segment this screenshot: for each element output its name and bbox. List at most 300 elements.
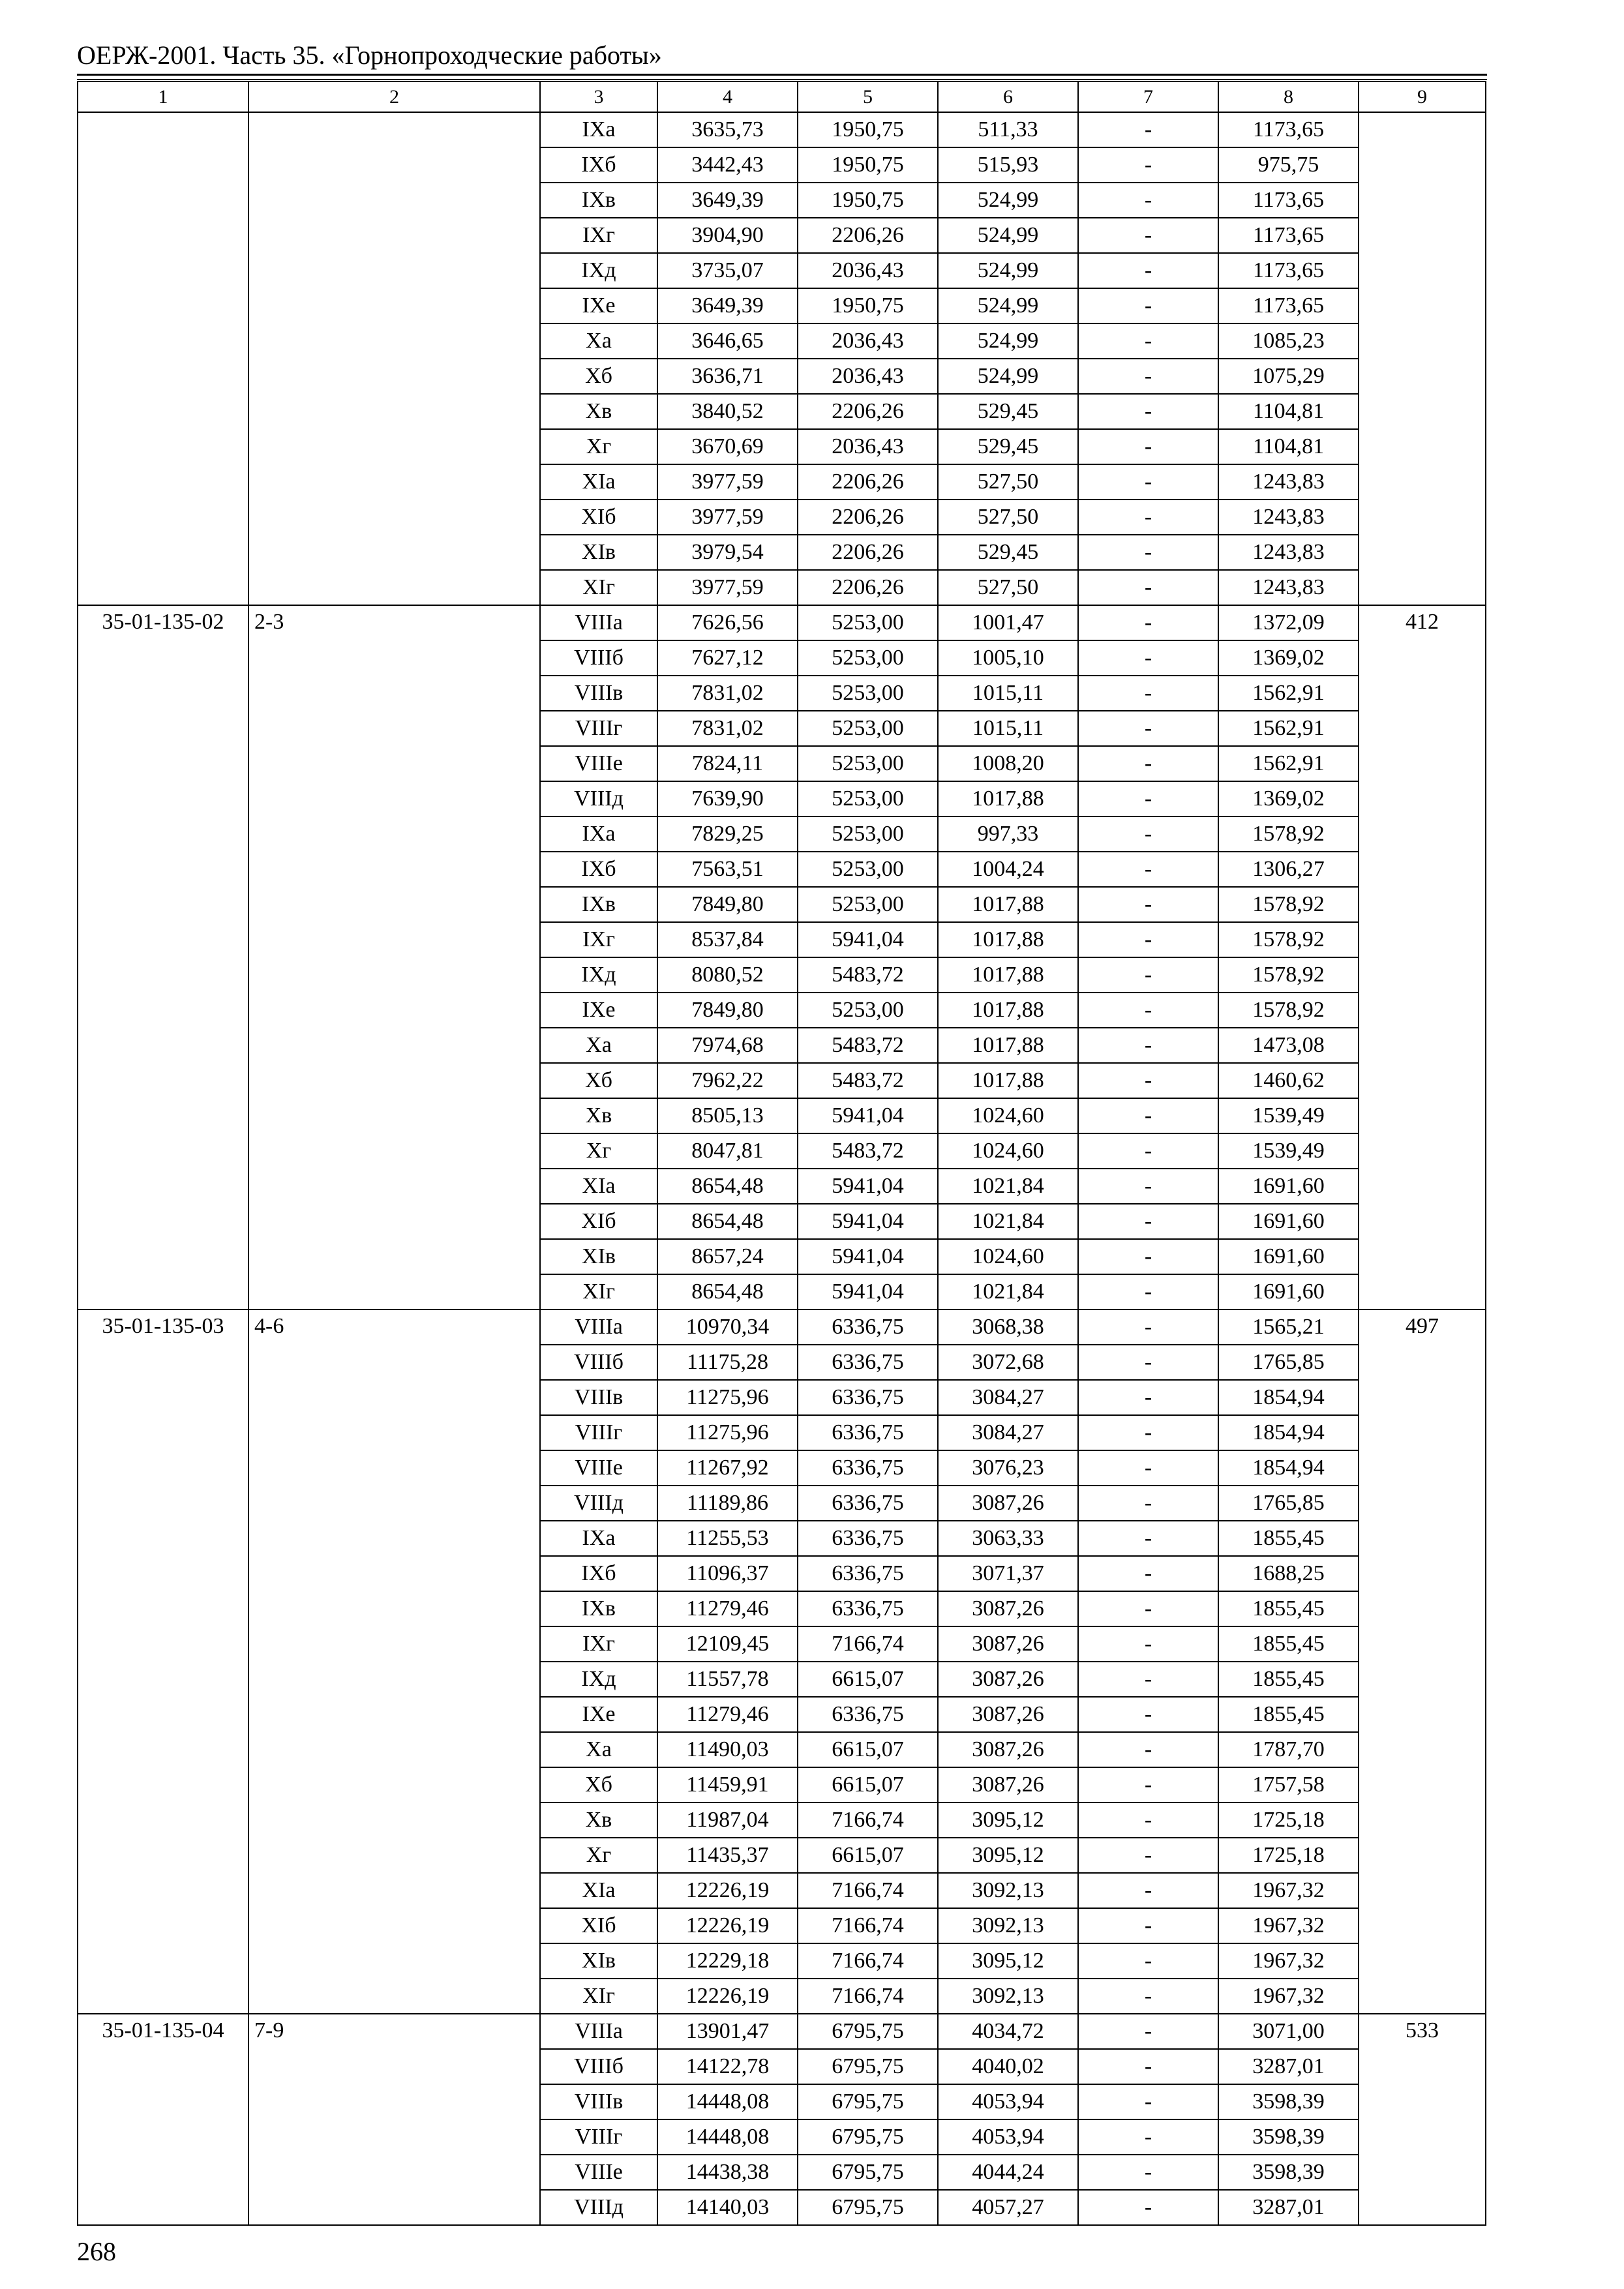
driver-wages-cell: - <box>1078 1169 1218 1204</box>
total-cost-cell: 3635,73 <box>657 112 798 147</box>
materials-cell: 1173,65 <box>1218 253 1359 288</box>
materials-cell: 1173,65 <box>1218 218 1359 253</box>
driver-wages-cell: - <box>1078 359 1218 394</box>
wages-cell: 5253,00 <box>798 640 938 676</box>
materials-cell: 1369,02 <box>1218 640 1359 676</box>
category-cell: VIIIе <box>540 746 657 781</box>
driver-wages-cell: - <box>1078 288 1218 323</box>
materials-cell: 1243,83 <box>1218 500 1359 535</box>
machine-cost-cell: 3072,68 <box>938 1345 1078 1380</box>
machine-cost-cell: 3087,26 <box>938 1591 1078 1626</box>
driver-wages-cell: - <box>1078 323 1218 359</box>
category-cell: Xа <box>540 1732 657 1767</box>
wages-cell: 5941,04 <box>798 1239 938 1274</box>
machine-cost-cell: 1017,88 <box>938 957 1078 993</box>
driver-wages-cell: - <box>1078 1556 1218 1591</box>
column-header: 9 <box>1359 82 1486 112</box>
wages-cell: 5253,00 <box>798 887 938 922</box>
table-row <box>78 2014 1486 2049</box>
wages-cell: 6615,07 <box>798 1767 938 1803</box>
wages-cell: 5941,04 <box>798 1274 938 1309</box>
machine-cost-cell: 3087,26 <box>938 1626 1078 1662</box>
category-cell: IXе <box>540 993 657 1028</box>
wages-cell: 6336,75 <box>798 1486 938 1521</box>
driver-wages-cell: - <box>1078 1098 1218 1133</box>
category-cell: Xа <box>540 323 657 359</box>
total-cost-cell: 3649,39 <box>657 288 798 323</box>
driver-wages-cell: - <box>1078 1415 1218 1450</box>
driver-wages-cell: - <box>1078 2119 1218 2155</box>
wages-cell: 6336,75 <box>798 1591 938 1626</box>
category-cell: IXг <box>540 922 657 957</box>
total-cost-cell: 8537,84 <box>657 922 798 957</box>
machine-cost-cell: 524,99 <box>938 288 1078 323</box>
total-cost-cell: 7824,11 <box>657 746 798 781</box>
machine-cost-cell: 1021,84 <box>938 1274 1078 1309</box>
driver-wages-cell: - <box>1078 1626 1218 1662</box>
category-cell: VIIIв <box>540 2084 657 2119</box>
machine-cost-cell: 1017,88 <box>938 781 1078 816</box>
category-cell: VIIIб <box>540 2049 657 2084</box>
materials-cell: 1539,49 <box>1218 1098 1359 1133</box>
category-cell: IXг <box>540 218 657 253</box>
total-cost-cell: 3977,59 <box>657 464 798 500</box>
machine-cost-cell: 3092,13 <box>938 1873 1078 1908</box>
machine-cost-cell: 1017,88 <box>938 993 1078 1028</box>
materials-cell: 1691,60 <box>1218 1204 1359 1239</box>
machine-cost-cell: 4053,94 <box>938 2084 1078 2119</box>
column-header: 1 <box>78 82 248 112</box>
total-cost-cell: 3735,07 <box>657 253 798 288</box>
wages-cell: 7166,74 <box>798 1803 938 1838</box>
machine-cost-cell: 527,50 <box>938 500 1078 535</box>
machine-cost-cell: 3087,26 <box>938 1697 1078 1732</box>
category-cell: VIIIд <box>540 1486 657 1521</box>
machine-cost-cell: 524,99 <box>938 359 1078 394</box>
wages-cell: 5483,72 <box>798 1028 938 1063</box>
driver-wages-cell: - <box>1078 253 1218 288</box>
materials-cell: 1854,94 <box>1218 1380 1359 1415</box>
total-cost-cell: 7829,25 <box>657 816 798 852</box>
machine-cost-cell: 511,33 <box>938 112 1078 147</box>
rate-code-cell: 35-01-135-02 <box>78 605 248 1309</box>
materials-cell: 1967,32 <box>1218 1979 1359 2014</box>
driver-wages-cell: - <box>1078 1838 1218 1873</box>
materials-cell: 1473,08 <box>1218 1028 1359 1063</box>
machine-cost-cell: 515,93 <box>938 147 1078 183</box>
table-body <box>78 82 1486 2225</box>
machine-cost-cell: 1024,60 <box>938 1239 1078 1274</box>
header-rule-top <box>77 74 1487 76</box>
total-cost-cell: 10970,34 <box>657 1309 798 1345</box>
materials-cell: 1765,85 <box>1218 1345 1359 1380</box>
driver-wages-cell: - <box>1078 218 1218 253</box>
total-cost-cell: 12226,19 <box>657 1979 798 2014</box>
wages-cell: 6795,75 <box>798 2049 938 2084</box>
rate-code-cell <box>78 112 248 605</box>
category-cell: IXв <box>540 887 657 922</box>
total-cost-cell: 7627,12 <box>657 640 798 676</box>
machine-cost-cell: 4044,24 <box>938 2155 1078 2190</box>
machine-cost-cell: 4034,72 <box>938 2014 1078 2049</box>
total-cost-cell: 11096,37 <box>657 1556 798 1591</box>
total-cost-cell: 7563,51 <box>657 852 798 887</box>
materials-cell: 1578,92 <box>1218 816 1359 852</box>
driver-wages-cell: - <box>1078 2190 1218 2225</box>
category-cell: Xг <box>540 1838 657 1873</box>
total-cost-cell: 7831,02 <box>657 676 798 711</box>
column-header: 8 <box>1218 82 1359 112</box>
driver-wages-cell: - <box>1078 781 1218 816</box>
wages-cell: 7166,74 <box>798 1626 938 1662</box>
wages-cell: 1950,75 <box>798 288 938 323</box>
driver-wages-cell: - <box>1078 746 1218 781</box>
materials-cell: 1855,45 <box>1218 1662 1359 1697</box>
total-cost-cell: 14140,03 <box>657 2190 798 2225</box>
total-cost-cell: 14448,08 <box>657 2084 798 2119</box>
category-cell: Xб <box>540 1063 657 1098</box>
materials-cell: 1173,65 <box>1218 288 1359 323</box>
driver-wages-cell: - <box>1078 429 1218 464</box>
materials-cell: 3287,01 <box>1218 2049 1359 2084</box>
machine-cost-cell: 1008,20 <box>938 746 1078 781</box>
wages-cell: 6615,07 <box>798 1662 938 1697</box>
total-cost-cell: 7962,22 <box>657 1063 798 1098</box>
wages-cell: 5483,72 <box>798 957 938 993</box>
machine-cost-cell: 3095,12 <box>938 1838 1078 1873</box>
category-cell: XIа <box>540 464 657 500</box>
total-cost-cell: 11279,46 <box>657 1591 798 1626</box>
category-cell: IXд <box>540 1662 657 1697</box>
materials-cell: 3598,39 <box>1218 2084 1359 2119</box>
driver-wages-cell: - <box>1078 147 1218 183</box>
materials-cell: 1562,91 <box>1218 746 1359 781</box>
driver-wages-cell: - <box>1078 1979 1218 2014</box>
wages-cell: 7166,74 <box>798 1943 938 1979</box>
labor-cost-cell: 412 <box>1359 605 1486 1309</box>
table-row <box>78 112 1486 147</box>
wages-cell: 7166,74 <box>798 1979 938 2014</box>
wages-cell: 2206,26 <box>798 500 938 535</box>
machine-cost-cell: 3087,26 <box>938 1767 1078 1803</box>
category-cell: VIIIб <box>540 640 657 676</box>
machine-cost-cell: 4057,27 <box>938 2190 1078 2225</box>
total-cost-cell: 7849,80 <box>657 887 798 922</box>
total-cost-cell: 11279,46 <box>657 1697 798 1732</box>
materials-cell: 1855,45 <box>1218 1521 1359 1556</box>
machine-cost-cell: 1001,47 <box>938 605 1078 640</box>
category-cell: IXе <box>540 1697 657 1732</box>
total-cost-cell: 8654,48 <box>657 1204 798 1239</box>
machine-cost-cell: 3092,13 <box>938 1979 1078 2014</box>
category-cell: IXа <box>540 816 657 852</box>
category-cell: VIIIв <box>540 676 657 711</box>
labor-cost-cell <box>1359 112 1486 605</box>
category-cell: IXд <box>540 253 657 288</box>
materials-cell: 1688,25 <box>1218 1556 1359 1591</box>
driver-wages-cell: - <box>1078 852 1218 887</box>
driver-wages-cell: - <box>1078 640 1218 676</box>
category-cell: IXб <box>540 1556 657 1591</box>
total-cost-cell: 13901,47 <box>657 2014 798 2049</box>
driver-wages-cell: - <box>1078 1486 1218 1521</box>
total-cost-cell: 3904,90 <box>657 218 798 253</box>
machine-cost-cell: 524,99 <box>938 218 1078 253</box>
driver-wages-cell: - <box>1078 1450 1218 1486</box>
materials-cell: 1691,60 <box>1218 1239 1359 1274</box>
wages-cell: 5253,00 <box>798 993 938 1028</box>
driver-wages-cell: - <box>1078 1767 1218 1803</box>
total-cost-cell: 8080,52 <box>657 957 798 993</box>
materials-cell: 1562,91 <box>1218 711 1359 746</box>
machine-cost-cell: 1015,11 <box>938 676 1078 711</box>
category-cell: XIг <box>540 570 657 605</box>
total-cost-cell: 11275,96 <box>657 1415 798 1450</box>
materials-cell: 3287,01 <box>1218 2190 1359 2225</box>
wages-cell: 6336,75 <box>798 1450 938 1486</box>
driver-wages-cell: - <box>1078 500 1218 535</box>
machine-cost-cell: 1021,84 <box>938 1204 1078 1239</box>
materials-cell: 1765,85 <box>1218 1486 1359 1521</box>
driver-wages-cell: - <box>1078 2155 1218 2190</box>
driver-wages-cell: - <box>1078 394 1218 429</box>
category-cell: VIIIб <box>540 1345 657 1380</box>
category-cell: XIв <box>540 535 657 570</box>
wages-cell: 2206,26 <box>798 394 938 429</box>
materials-cell: 3598,39 <box>1218 2119 1359 2155</box>
machine-cost-cell: 3063,33 <box>938 1521 1078 1556</box>
driver-wages-cell: - <box>1078 1908 1218 1943</box>
driver-wages-cell: - <box>1078 887 1218 922</box>
wages-cell: 6336,75 <box>798 1345 938 1380</box>
category-cell: Xг <box>540 1133 657 1169</box>
machine-cost-cell: 529,45 <box>938 394 1078 429</box>
category-cell: IXа <box>540 1521 657 1556</box>
machine-cost-cell: 524,99 <box>938 253 1078 288</box>
driver-wages-cell: - <box>1078 112 1218 147</box>
machine-cost-cell: 1017,88 <box>938 1028 1078 1063</box>
driver-wages-cell: - <box>1078 2049 1218 2084</box>
category-cell: VIIIг <box>540 2119 657 2155</box>
category-cell: VIIIв <box>540 1380 657 1415</box>
driver-wages-cell: - <box>1078 1380 1218 1415</box>
materials-cell: 1757,58 <box>1218 1767 1359 1803</box>
number-range-cell: 4-6 <box>248 1309 540 2014</box>
materials-cell: 1562,91 <box>1218 676 1359 711</box>
category-cell: IXд <box>540 957 657 993</box>
driver-wages-cell: - <box>1078 535 1218 570</box>
wages-cell: 6336,75 <box>798 1380 938 1415</box>
column-header: 2 <box>248 82 540 112</box>
total-cost-cell: 12229,18 <box>657 1943 798 1979</box>
machine-cost-cell: 3084,27 <box>938 1415 1078 1450</box>
materials-cell: 1372,09 <box>1218 605 1359 640</box>
wages-cell: 2206,26 <box>798 464 938 500</box>
wages-cell: 6336,75 <box>798 1309 938 1345</box>
materials-cell: 1173,65 <box>1218 112 1359 147</box>
total-cost-cell: 11459,91 <box>657 1767 798 1803</box>
category-cell: Xг <box>540 429 657 464</box>
category-cell: VIIIа <box>540 1309 657 1345</box>
driver-wages-cell: - <box>1078 816 1218 852</box>
machine-cost-cell: 3092,13 <box>938 1908 1078 1943</box>
category-cell: XIв <box>540 1943 657 1979</box>
wages-cell: 6336,75 <box>798 1697 938 1732</box>
machine-cost-cell: 3068,38 <box>938 1309 1078 1345</box>
wages-cell: 2206,26 <box>798 535 938 570</box>
total-cost-cell: 3977,59 <box>657 570 798 605</box>
wages-cell: 5253,00 <box>798 711 938 746</box>
wages-cell: 5483,72 <box>798 1133 938 1169</box>
column-header-row <box>78 82 1486 112</box>
materials-cell: 1104,81 <box>1218 394 1359 429</box>
column-header: 5 <box>798 82 938 112</box>
wages-cell: 5253,00 <box>798 605 938 640</box>
wages-cell: 2036,43 <box>798 253 938 288</box>
wages-cell: 5941,04 <box>798 922 938 957</box>
machine-cost-cell: 1005,10 <box>938 640 1078 676</box>
materials-cell: 1460,62 <box>1218 1063 1359 1098</box>
materials-cell: 1854,94 <box>1218 1415 1359 1450</box>
total-cost-cell: 3670,69 <box>657 429 798 464</box>
total-cost-cell: 8047,81 <box>657 1133 798 1169</box>
category-cell: IXе <box>540 288 657 323</box>
driver-wages-cell: - <box>1078 570 1218 605</box>
machine-cost-cell: 529,45 <box>938 535 1078 570</box>
wages-cell: 5253,00 <box>798 816 938 852</box>
category-cell: XIг <box>540 1274 657 1309</box>
column-header: 3 <box>540 82 657 112</box>
machine-cost-cell: 3095,12 <box>938 1943 1078 1979</box>
materials-cell: 1578,92 <box>1218 993 1359 1028</box>
total-cost-cell: 7639,90 <box>657 781 798 816</box>
category-cell: IXб <box>540 852 657 887</box>
materials-cell: 1855,45 <box>1218 1626 1359 1662</box>
driver-wages-cell: - <box>1078 1063 1218 1098</box>
wages-cell: 5941,04 <box>798 1098 938 1133</box>
wages-cell: 6336,75 <box>798 1521 938 1556</box>
wages-cell: 6615,07 <box>798 1732 938 1767</box>
total-cost-cell: 7974,68 <box>657 1028 798 1063</box>
materials-cell: 1578,92 <box>1218 957 1359 993</box>
machine-cost-cell: 1004,24 <box>938 852 1078 887</box>
machine-cost-cell: 527,50 <box>938 570 1078 605</box>
number-range-cell: 2-3 <box>248 605 540 1309</box>
driver-wages-cell: - <box>1078 183 1218 218</box>
materials-cell: 1967,32 <box>1218 1943 1359 1979</box>
driver-wages-cell: - <box>1078 1521 1218 1556</box>
materials-cell: 1173,65 <box>1218 183 1359 218</box>
wages-cell: 1950,75 <box>798 183 938 218</box>
total-cost-cell: 11275,96 <box>657 1380 798 1415</box>
category-cell: XIа <box>540 1873 657 1908</box>
wages-cell: 6795,75 <box>798 2084 938 2119</box>
total-cost-cell: 7831,02 <box>657 711 798 746</box>
total-cost-cell: 11267,92 <box>657 1450 798 1486</box>
wages-cell: 1950,75 <box>798 147 938 183</box>
category-cell: Xв <box>540 394 657 429</box>
category-cell: Xб <box>540 359 657 394</box>
machine-cost-cell: 1017,88 <box>938 887 1078 922</box>
wages-cell: 5941,04 <box>798 1169 938 1204</box>
number-range-cell <box>248 112 540 605</box>
table-row <box>78 1309 1486 1345</box>
wages-cell: 5253,00 <box>798 676 938 711</box>
wages-cell: 1950,75 <box>798 112 938 147</box>
labor-cost-cell: 533 <box>1359 2014 1486 2225</box>
category-cell: VIIIг <box>540 711 657 746</box>
total-cost-cell: 8505,13 <box>657 1098 798 1133</box>
machine-cost-cell: 3087,26 <box>938 1662 1078 1697</box>
total-cost-cell: 3979,54 <box>657 535 798 570</box>
wages-cell: 6795,75 <box>798 2190 938 2225</box>
driver-wages-cell: - <box>1078 1274 1218 1309</box>
machine-cost-cell: 3087,26 <box>938 1732 1078 1767</box>
total-cost-cell: 3646,65 <box>657 323 798 359</box>
materials-cell: 1691,60 <box>1218 1169 1359 1204</box>
materials-cell: 1306,27 <box>1218 852 1359 887</box>
materials-cell: 1967,32 <box>1218 1908 1359 1943</box>
category-cell: IXв <box>540 1591 657 1626</box>
total-cost-cell: 7849,80 <box>657 993 798 1028</box>
wages-cell: 2206,26 <box>798 570 938 605</box>
driver-wages-cell: - <box>1078 2014 1218 2049</box>
category-cell: XIг <box>540 1979 657 2014</box>
materials-cell: 1243,83 <box>1218 535 1359 570</box>
machine-cost-cell: 1021,84 <box>938 1169 1078 1204</box>
total-cost-cell: 3442,43 <box>657 147 798 183</box>
total-cost-cell: 12226,19 <box>657 1908 798 1943</box>
machine-cost-cell: 4053,94 <box>938 2119 1078 2155</box>
total-cost-cell: 11189,86 <box>657 1486 798 1521</box>
machine-cost-cell: 1015,11 <box>938 711 1078 746</box>
wages-cell: 6336,75 <box>798 1556 938 1591</box>
wages-cell: 2036,43 <box>798 429 938 464</box>
driver-wages-cell: - <box>1078 1873 1218 1908</box>
category-cell: XIа <box>540 1169 657 1204</box>
machine-cost-cell: 529,45 <box>938 429 1078 464</box>
page-header-title: ОЕРЖ-2001. Часть 35. «Горнопроходческие работы» <box>77 40 662 70</box>
driver-wages-cell: - <box>1078 957 1218 993</box>
materials-cell: 1967,32 <box>1218 1873 1359 1908</box>
materials-cell: 1854,94 <box>1218 1450 1359 1486</box>
total-cost-cell: 11435,37 <box>657 1838 798 1873</box>
machine-cost-cell: 3087,26 <box>938 1486 1078 1521</box>
driver-wages-cell: - <box>1078 1133 1218 1169</box>
total-cost-cell: 8654,48 <box>657 1274 798 1309</box>
category-cell: VIIIа <box>540 605 657 640</box>
total-cost-cell: 8657,24 <box>657 1239 798 1274</box>
rate-code-cell: 35-01-135-04 <box>78 2014 248 2225</box>
total-cost-cell: 11490,03 <box>657 1732 798 1767</box>
total-cost-cell: 11255,53 <box>657 1521 798 1556</box>
materials-cell: 1085,23 <box>1218 323 1359 359</box>
machine-cost-cell: 3084,27 <box>938 1380 1078 1415</box>
driver-wages-cell: - <box>1078 1309 1218 1345</box>
materials-cell: 1691,60 <box>1218 1274 1359 1309</box>
materials-cell: 3598,39 <box>1218 2155 1359 2190</box>
materials-cell: 3071,00 <box>1218 2014 1359 2049</box>
total-cost-cell: 12226,19 <box>657 1873 798 1908</box>
materials-cell: 1369,02 <box>1218 781 1359 816</box>
materials-cell: 975,75 <box>1218 147 1359 183</box>
total-cost-cell: 3649,39 <box>657 183 798 218</box>
machine-cost-cell: 524,99 <box>938 183 1078 218</box>
category-cell: Xа <box>540 1028 657 1063</box>
category-cell: VIIIе <box>540 2155 657 2190</box>
category-cell: XIб <box>540 1908 657 1943</box>
total-cost-cell: 11557,78 <box>657 1662 798 1697</box>
